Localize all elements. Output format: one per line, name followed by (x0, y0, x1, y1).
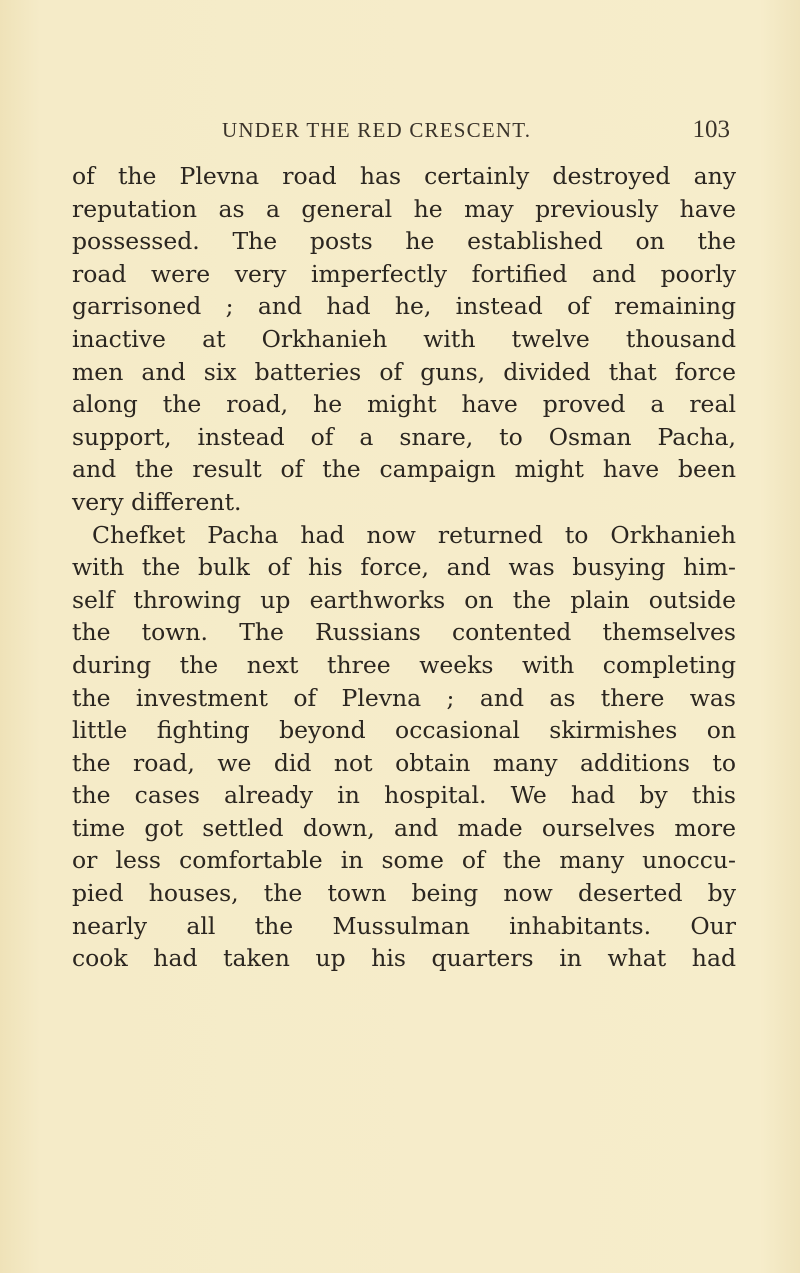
text-line: very different. (72, 487, 242, 516)
text-line: with the bulk of his force, and was busying him- (72, 553, 736, 582)
running-title: UNDER THE RED CRESCENT. (222, 118, 532, 142)
text-line: cook had taken up his quarters in what had (72, 944, 736, 973)
page-number: 103 (692, 116, 730, 143)
text-line: road were very imperfectly fortified and poorly (72, 259, 736, 288)
text-line: the cases already in hospital. We had by this (72, 781, 736, 810)
text-line: garrisoned ; and had he, instead of remaining (72, 292, 736, 321)
text-line: inactive at Orkhanieh with twelve thousand (72, 324, 736, 353)
body-text (72, 160, 736, 975)
text-line: the investment of Plevna ; and as there was (72, 683, 736, 712)
text-line: or less comfortable in some of the many unoccu- (72, 846, 736, 875)
text-line: possessed. The posts he established on the (72, 227, 736, 256)
text-line: time got settled down, and made ourselves more (72, 813, 736, 842)
text-line: the town. The Russians contented themselves (72, 618, 736, 647)
text-line: reputation as a general he may previously have (72, 194, 736, 223)
text-line: during the next three weeks with completing (72, 650, 736, 679)
text-line: pied houses, the town being now deserted by (72, 879, 736, 908)
text-line: the road, we did not obtain many additions to (72, 748, 736, 777)
text-line: and the result of the campaign might have been (72, 455, 736, 484)
text-line: men and six batteries of guns, divided that force (72, 357, 736, 386)
text-line: Chefket Pacha had now returned to Orkhanieh (92, 520, 736, 549)
text-line: self throwing up earthworks on the plain outside (72, 585, 736, 614)
text-line: of the Plevna road has certainly destroyed any (72, 162, 736, 190)
text-line: support, instead of a snare, to Osman Pacha, (72, 422, 736, 451)
text-line: along the road, he might have proved a real (72, 390, 736, 419)
text-line: little fighting beyond occasional skirmishes on (72, 716, 736, 745)
running-head (70, 116, 734, 156)
text-line: nearly all the Mussulman inhabitants. Our (72, 911, 736, 940)
